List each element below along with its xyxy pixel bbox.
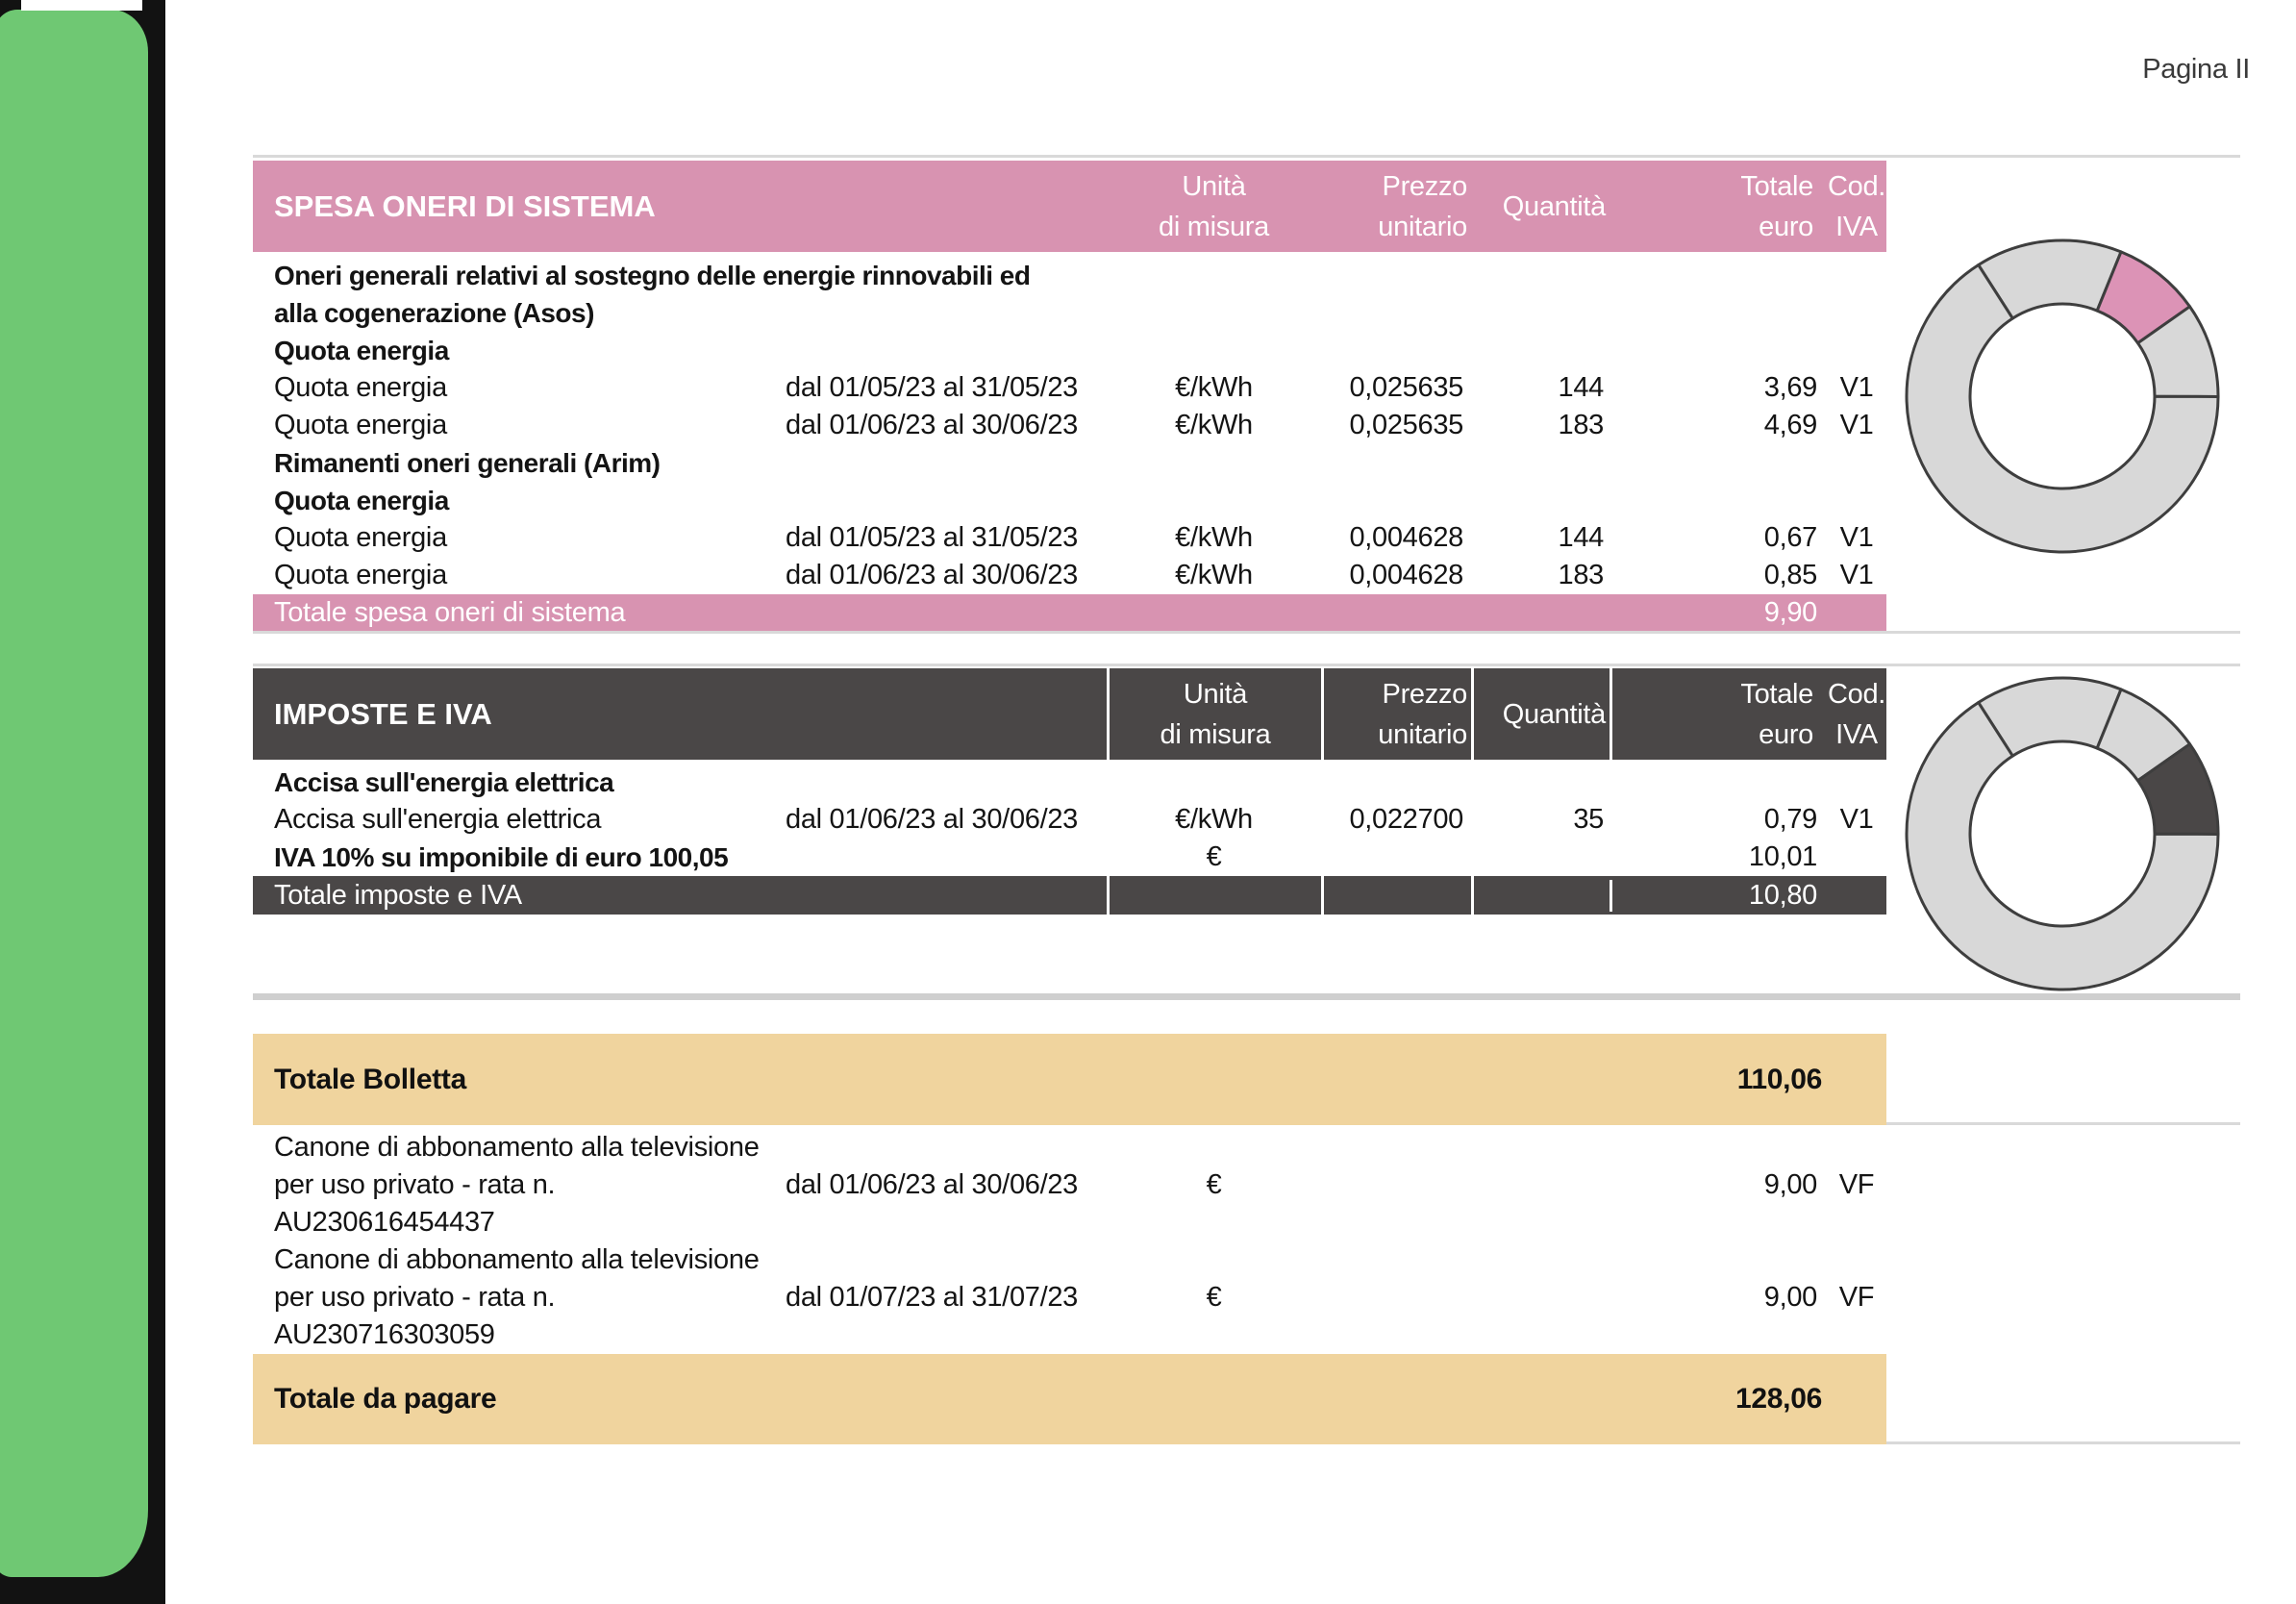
- col-header-unit: [1107, 161, 1321, 252]
- donut-chart-oneri: [1904, 238, 2221, 555]
- col-header-qty: [1471, 161, 1610, 252]
- table-row: Canone di abbonamento alla televisione: [274, 1132, 760, 1163]
- col-header-qty: [1471, 668, 1610, 760]
- total-header-line2: euro: [1759, 211, 1813, 242]
- table-row: per uso privato - rata n. dal 01/06/23 al 30/06/23 € 9,00 VF: [274, 1169, 1875, 1200]
- totale-da-pagare-value: 128,06: [1735, 1383, 1822, 1415]
- price-header-line2: unitario: [1378, 718, 1467, 750]
- table-row: alla cogenerazione (Asos): [274, 297, 594, 328]
- qty-header-line: Quantità: [1502, 698, 1606, 730]
- totale-da-pagare-row: [253, 1354, 1886, 1444]
- rule-before-imposte: [253, 664, 2240, 666]
- imposte-total-label: Totale imposte e IVA: [274, 879, 522, 911]
- col-header-price: [1321, 161, 1471, 252]
- price-header-line2: unitario: [1378, 211, 1467, 242]
- rule-right-dapagare: [1886, 1441, 2240, 1444]
- rule-top: [253, 155, 2240, 158]
- rule-right-bolletta: [1886, 1122, 2240, 1125]
- section-oneri: [253, 161, 1886, 631]
- donut-chart-imposte: [1904, 675, 2221, 992]
- vat-header-line1: Cod.: [1827, 678, 1886, 710]
- unit-header-line2: di misura: [1160, 718, 1271, 750]
- oneri-total-row: [253, 594, 1886, 631]
- col-header-vat: [1827, 668, 1886, 760]
- totale-bolletta-label: Totale Bolletta: [274, 1063, 466, 1095]
- page-number: Pagina II: [2142, 54, 2250, 85]
- col-header-vat: [1827, 161, 1886, 252]
- unit-header-line1: Unità: [1182, 170, 1246, 202]
- table-row: Quota energia dal 01/06/23 al 30/06/23 €/kWh 0,004628 183 0,85 V1: [274, 560, 1874, 590]
- table-row: AU230716303059: [274, 1319, 495, 1350]
- vat-header-line1: Cod.: [1827, 170, 1886, 202]
- unit-header-line2: di misura: [1159, 211, 1269, 242]
- table-row: Quota energia dal 01/05/23 al 31/05/23 €/kWh 0,004628 144 0,67 V1: [274, 522, 1874, 553]
- totale-bolletta-row: [253, 1034, 1886, 1125]
- table-row: Quota energia dal 01/06/23 al 30/06/23 €/kWh 0,025635 183 4,69 V1: [274, 410, 1874, 440]
- rule-after-imposte: [253, 993, 2240, 1000]
- col-header-unit: [1107, 668, 1321, 760]
- table-row: per uso privato - rata n. dal 01/07/23 al 31/07/23 € 9,00 VF: [274, 1282, 1875, 1313]
- table-row: Rimanenti oneri generali (Arim): [274, 447, 661, 478]
- totale-bolletta-value: 110,06: [1736, 1063, 1822, 1095]
- oneri-header-row: [253, 161, 1886, 252]
- col-header-total: [1610, 668, 1827, 760]
- imposte-table-body: [253, 760, 1886, 876]
- table-row: Canone di abbonamento alla televisione: [274, 1244, 760, 1275]
- table-row: Accisa sull'energia elettrica: [274, 766, 614, 797]
- oneri-section-title: SPESA ONERI DI SISTEMA: [274, 188, 656, 223]
- canone-tv-block: [253, 1129, 1886, 1354]
- oneri-table-body: [253, 252, 1886, 594]
- imposte-total-value: 10,80: [1610, 880, 1827, 912]
- imposte-total-row: [253, 876, 1886, 915]
- section-imposte: [253, 668, 1886, 915]
- unit-header-line1: Unità: [1183, 678, 1248, 710]
- table-row: Accisa sull'energia elettrica dal 01/06/23 al 30/06/23 €/kWh 0,022700 35 0,79 V1: [274, 804, 1874, 835]
- total-header-line1: Totale: [1740, 170, 1813, 202]
- rule-after-oneri: [253, 631, 2240, 634]
- oneri-total-value: 9,90: [1763, 596, 1817, 628]
- total-header-line2: euro: [1759, 718, 1813, 750]
- qty-header-line: Quantità: [1502, 190, 1606, 222]
- col-header-total: [1610, 161, 1827, 252]
- col-header-price: [1321, 668, 1471, 760]
- page-edge-notch: [21, 0, 142, 11]
- table-row: Quota energia dal 01/05/23 al 31/05/23 €/kWh 0,025635 144 3,69 V1: [274, 372, 1874, 403]
- green-highlighter-mark: [0, 10, 148, 1577]
- total-header-line1: Totale: [1740, 678, 1813, 710]
- price-header-line1: Prezzo: [1382, 678, 1467, 710]
- vat-header-line2: IVA: [1835, 718, 1878, 750]
- imposte-section-title: IMPOSTE E IVA: [274, 696, 492, 731]
- vat-header-line2: IVA: [1835, 211, 1878, 242]
- table-row: Quota energia: [274, 485, 449, 515]
- imposte-header-row: [253, 668, 1886, 760]
- totale-da-pagare-label: Totale da pagare: [274, 1383, 497, 1415]
- price-header-line1: Prezzo: [1382, 170, 1467, 202]
- table-row: Quota energia: [274, 335, 449, 365]
- table-row: AU230616454437: [274, 1207, 495, 1238]
- scan-left-margin: [0, 0, 165, 1604]
- canone-table-body: [253, 1129, 1886, 1354]
- table-row: IVA 10% su imponibile di euro 100,05 € 10,01: [274, 841, 1817, 872]
- table-row: Oneri generali relativi al sostegno delle energie rinnovabili ed: [274, 260, 1031, 290]
- oneri-total-label: Totale spesa oneri di sistema: [274, 596, 626, 628]
